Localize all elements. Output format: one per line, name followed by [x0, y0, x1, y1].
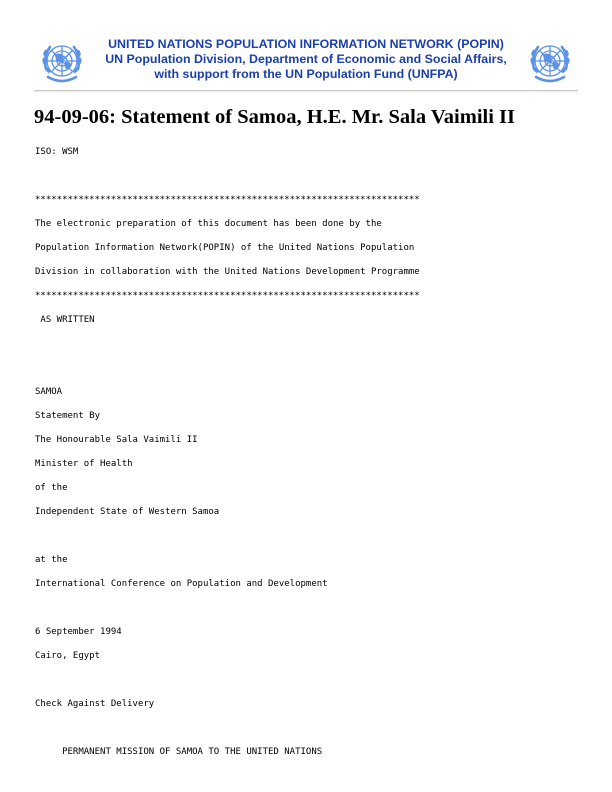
body-line: ISO: WSM: [35, 147, 79, 157]
body-line: Cairo, Egypt: [35, 651, 101, 661]
body-line: Statement By: [35, 411, 101, 421]
header-line-3: with support from the UN Population Fund (UNFPA): [154, 67, 458, 81]
body-line: PERMANENT MISSION OF SAMOA TO THE UNITED NATIONS: [35, 747, 323, 757]
body-line: SAMOA: [35, 387, 63, 397]
header-line-1: UNITED NATIONS POPULATION INFORMATION NETWORK (POPIN): [108, 37, 504, 51]
body-line: Population Information Network(POPIN) of the United Nations Population: [35, 243, 415, 253]
body-line: [35, 524, 595, 548]
document-body: [35, 140, 595, 764]
body-line: of the: [35, 483, 68, 493]
body-line: [35, 596, 595, 620]
body-line: 6 September 1994: [35, 627, 122, 637]
body-line: Minister of Health: [35, 459, 133, 469]
header-text: [92, 37, 520, 82]
body-line: [35, 716, 595, 740]
body-line: at the: [35, 555, 68, 565]
body-line: The electronic preparation of this document has been done by the: [35, 219, 382, 229]
body-line: ***********************************************************************: [35, 291, 420, 301]
un-emblem-icon: [526, 39, 574, 87]
body-line: AS WRITTEN: [35, 315, 95, 325]
un-emblem-icon: [38, 39, 86, 87]
page-title: 94-09-06: Statement of Samoa, H.E. Mr. Sala Vaimili II: [34, 106, 515, 128]
body-line: International Conference on Population and Development: [35, 579, 328, 589]
body-line: [35, 332, 595, 356]
header-line-2: UN Population Division, Department of Economic and Social Affairs,: [105, 52, 507, 66]
body-line: Check Against Delivery: [35, 699, 155, 709]
body-line: [35, 356, 595, 380]
header-divider: [34, 90, 578, 92]
body-line: ***********************************************************************: [35, 195, 420, 205]
body-line: Division in collaboration with the United Nations Development Programme: [35, 267, 420, 277]
page-header: [34, 36, 578, 90]
body-line: [35, 668, 595, 692]
body-line: Independent State of Western Samoa: [35, 507, 220, 517]
body-line: [35, 164, 595, 188]
body-line: The Honourable Sala Vaimili II: [35, 435, 198, 445]
